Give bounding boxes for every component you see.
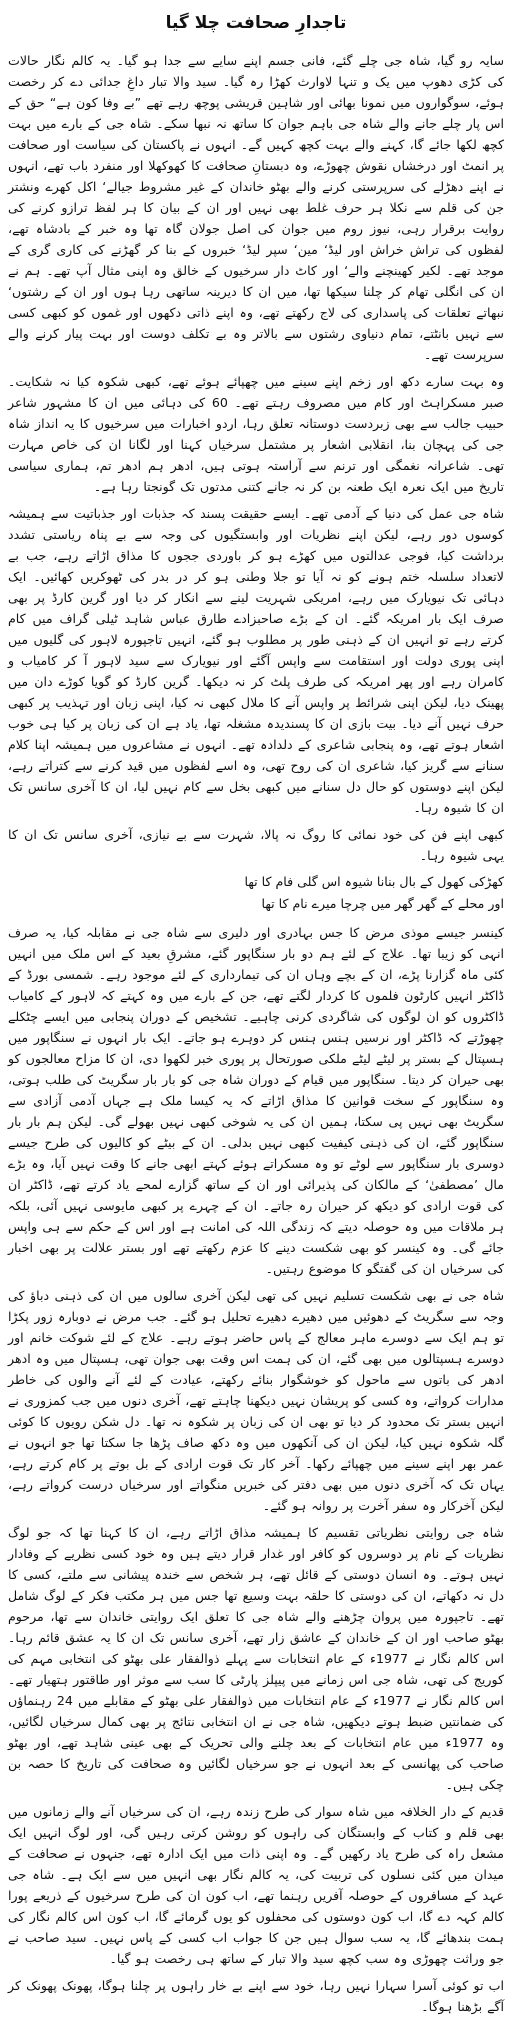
article-paragraph: وہ بہت سارے دکھ اور زخم اپنے سینے میں چھپائے ہوئے تھے، کبھی شکوہ کیا نہ شکایت۔ صبر مسکراہٹ اور کام میں مصروف رہتے تھے۔ 60 کی دہائی میں ان کا مشہور شاعر حبیب جالب سے بھی زبردست دوستانہ تعلق رہا، اردو اخبارات میں سرخیوں کا یہ انداز شاہ جی کی پہچان بنا، انقلابی اشعار پر مشتمل سرخیاں کہنا اور لگانا ان کی خاص مہارت تھی۔ شاعرانہ نغمگی اور ترنم سے آراستہ ہوتی ہیں، ادھر ہم ادھر تم، ہماری سیاسی تاریخ میں ایک نعرہ ایک طعنہ بن کر نہ جانے کتنی مدتوں تک گونجتا رہا ہے۔ [8, 374, 504, 494]
article-headline: تاجدارِ صحافت چلا گیا [165, 13, 347, 33]
article-paragraph: کبھی اپنے فن کی خود نمائی کا روگ نہ پالا، شہرت سے بے نیازی، آخری سانس تک ان کا یہی شیوہ رہا۔ [8, 827, 504, 863]
article-paragraph: شاہ جی عمل کی دنیا کے آدمی تھے۔ ایسے حقیقت پسند کہ جذبات اور جذباتیت سے ہمیشہ کوسوں دور رہے، لیکن اپنے نظریات اور وابستگیوں کی وجہ سے بے پناہ ریاستی تشدد برداشت کیا، فوجی عدالتوں میں کھڑے ہو کر باوردی ججوں کا مذاق اڑاتے رہے، جب بے لاتعداد سلسلہ ختم ہونے کو نہ آیا تو جلا وطنی ہو کر در بدر کی ٹھوکریں کھائیں۔ ایک دہائی تک نیویارک میں رہے، امریکی شہریت لینے سے انکار کر دیا اور گرین کارڈ پر بھی صرف ایک بار امریکہ گئے۔ ان کے بڑے صاحبزادے طارق عباس شاہد ٹیلی گراف میں کام کرتے رہے تو انہیں ان کے ذہنی طور پر مطلوب ہو گئے، انہیں تاجپورہ لاہور کی گلیوں میں اپنی پوری دولت اور استقامت سے واپس آگئے اور نیویارک سے سید لاہور آ کر کامیاب و کامران رہے اور پھر امریکہ کی طرف پلٹ کر نہ دیکھا۔ گرین کارڈ کو گویا کوڑے دان میں پھینک دیا، لیکن اپنی شرائط پر واپس آنے کا ملال کبھی نہ کیا، اپنی زبان اور تہذیب پر کبھی حرف نہیں آنے دیا۔ بیت بازی ان کا پسندیدہ مشغلہ تھا، یاد ہے ان کی زبان پر کیا ہی خوب اشعار ہوتے تھے، وہ پنجابی شاعری کے دلدادہ تھے۔ انہوں نے مشاعروں میں ہمیشہ اپنا کلام سنانے سے گریز کیا، شاعری ان کی روح تھی، وہ اسے لفظوں میں قید کرنے سے کتراتے رہے، لیکن اپنے دوستوں کو حال دل سنانے میں کبھی بخل سے کام نہیں لیا، ان کا آخری سانس تک ان کا شیوہ رہا۔ [8, 506, 504, 815]
article-paragraph: قدیم کے دار الخلافہ میں شاہ سوار کی طرح زندہ رہے، ان کی سرخیاں آنے والے زمانوں میں بھی قلم و کتاب کے وابستگان کی راہوں کو روشن کرتی رہیں گی، اور لوگ انہیں ایک مشعل راہ کی طرح یاد رکھیں گے۔ وہ اپنی ذات میں ایک ادارہ تھے، جنہوں نے صحافت کے میدان میں کئی نسلوں کی تربیت کی، یہ کالم نگار بھی انہیں میں سے ایک ہے۔ شاہ جی عہد کے مسافروں کے حوصلہ آفریں رہنما تھے، اب کون ان کی طرح سرخیوں کے ذریعے پورا کالم کہہ دے گا، اب کون دوستوں کی محفلوں کو یوں گرمائے گا، اب کون اس کالم نگار کی ہمت بندھائے گا، یہ سب سوال ہیں جن کا جواب اب کسی کے پاس نہیں۔ سید صاحب نے جو وراثت چھوڑی وہ سب کچھ سید والا تبار کے ساتھ ہی رخصت ہو گیا۔ [8, 1804, 504, 1966]
article-paragraph: شاہ جی روایتی نظریاتی تقسیم کا ہمیشہ مذاق اڑاتے رہے، ان کا کہنا تھا کہ جو لوگ نظریات کے نام پر دوسروں کو کافر اور غدار قرار دیتے ہیں وہ خود کسی نظریے کے وفادار نہیں ہوتے۔ وہ انسان دوستی کے قائل تھے، ہر شخص سے خندہ پیشانی سے ملتے، کسی کا دل نہ دکھاتے، ان کی دوستی کا حلقہ بہت وسیع تھا جس میں ہر مکتب فکر کے لوگ شامل تھے۔ تاجپورہ میں پروان چڑھنے والے شاہ جی کا تعلق ایک روایتی خاندان سے تھا، مرحوم بھٹو صاحب اور ان کے خاندان کے عاشق زار تھے، آخری سانس تک ان کا یہ عشق قائم رہا۔ اس کالم نگار نے 1977ء کے عام انتخابات سے پہلے ذوالفقار علی بھٹو کی انتخابی مہم کی کوریج کی تھی، شاہ جی اس زمانے میں پیپلز پارٹی کا سب سے موثر اور طاقتور ہتھیار تھے۔ اس کالم نگار نے 1977ء کے عام انتخابات میں ذوالفقار علی بھٹو کے مقابلے میں 24 رہنماؤں کی ضمانتیں ضبط ہوتے دیکھیں، شاہ جی نے ان انتخابی نتائج پر بھی کمال سرخیاں لگائیں، وہ 1977ء میں عام انتخابات کے بعد چلنے والی تحریک کے بھی عینی شاہد تھے، اور بھٹو صاحب کی پھانسی کے بعد انہوں نے جو سرخیاں لگائیں وہ صحافت کی تاریخ کا حصہ بن چکی ہیں۔ [8, 1525, 505, 1792]
poem-verse: کھڑکی کھول کے بال بنانا شیوہ اس گلی فام کا تھا [244, 874, 504, 889]
article-paragraph: سایہ رو گیا، شاہ جی چلے گئے، فانی جسم اپنے سایے سے جدا ہو گیا۔ یہ کالم نگار حالات کی کڑی دھوپ میں یک و تنہا لاوارث کھڑا رہ گیا۔ سید والا تبار داغِ جدائی دے کر رخصت ہوئے، سوگواروں میں نمونا بھائی اور شاہین قریشی پوچھ رہے تھے ”بے وفا کون ہے“ حق کے اس پار چلے جانے والے شاہ جی باہم جوان کا ساتھ نہ نبھا سکے۔ شاہ جی کے بارے میں بہت کچھ لکھا جائے گا، کہنے والے بہت کچھ کہیں گے۔ انہوں نے پاکستان کی سیاست اور صحافت پر انمٹ اور درخشاں نقوش چھوڑے، وہ دبستانِ صحافت کا کھوکھلا اور منفرد باب تھے، انہوں نے اپنے دھڑلے کی سرپرستی کرنے والے بھٹو خاندان کے غیر مشروط جیالے‘ اکل کھرے ونشتر جن کی قلم سے نکلا ہر حرف غلط بھی نہیں اور ان کے بیان کا ہر لفظ ترازو کرنے کی روایت برقرار رہی، نیوز روم میں جوان کی اصل جولان گاہ تھا وہ خبر کے بادشاہ تھے، لفظوں کی تراش خراش اور لیڈ‘ مین‘ سپر لیڈ‘ خبروں کے بنا کر گھڑنے کی کاری گری کے موجد تھے۔ لکیر کھینچنے والے‘ اور کاٹ دار سرخیوں کے خالق وہ اپنی مثال آپ تھے۔ ہم نے ان کی انگلی تھام کر چلنا سیکھا تھا، میں ان کا دیرینہ ساتھی رہا ہوں اور ان کے رشتوں‘ نبھاتے تعلقات کی پاسداری کی لاج رکھتے تھے، وہ اپنے ذاتی دکھوں اور غموں کو کبھی کسی سے نہیں بانٹتے، تمام دنیاوی رشتوں سے بالاتر وہ بے تکلف دوست اور بہت پیار کرنے والے سرپرست تھے۔ [8, 53, 504, 362]
article-paragraph: کینسر جیسے موذی مرض کا جس بہادری اور دلیری سے شاہ جی نے مقابلہ کیا، یہ صرف انہی کو زیبا تھا۔ علاج کے لئے ہم دو بار سنگاپور گئے، مشرقِ بعید کے اس ملک میں انہیں کئی ماہ گزارنا پڑے، ان کے بچے وہاں ان کی تیمارداری کے لئے موجود رہے۔ شمسی بورڈ کے ڈاکٹر انہیں کارٹون فلموں کا کردار لگتے تھے، جن کے بارے میں وہ کہتے کہ لاہور کے کامیاب ڈاکٹروں کو ان لوگوں کی شاگردی کرنی چاہیے۔ تشخیص کے دوران پنجابی میں ایسے چٹکلے چھوڑتے کہ ڈاکٹر اور نرسیں ہنس ہنس کر دوہرے ہو جاتے۔ ایک بار انہوں نے سنگاپور میں ہسپتال کے بستر پر لیٹے لیٹے ملکی صورتحال پر پوری خبر لکھوا دی، ان کا مزاح معالجوں کو بھی حیران کر دیتا۔ سنگاپور میں قیام کے دوران شاہ جی کو بار بار سگریٹ کی طلب ہوتی، وہ سنگاپور کے سخت قوانین کا مذاق اڑاتے کہ یہ کیسا ملک ہے جہاں آدمی آزادی سے سگریٹ بھی نہیں پی سکتا، ہمیں ان کی یہ شوخی کبھی نہیں بھولے گی۔ لیکن ہم بار بار سنگاپور گئے، ان کی ذہنی کیفیت کبھی نہیں بدلی۔ ان کے بیٹے کو کالیوں کی طرح جیسے دوسری بار سنگاپور سے لوٹے تو وہ مسکراتے ہوئے کہتے ابھی جانے کا وقت نہیں آیا، وہ بڑے مال ’مصطفیٰ‘ کے مالکان کی پذیرائی اور ان کے ساتھ گزارے لمحے یاد کرتے تھے، ڈاکٹر ان کی قوت ارادی کو دیکھ کر حیران رہ جاتے۔ ان کے چہرے پر کبھی مایوسی نہیں آئی، بلکہ ہر ملاقات میں وہ حوصلہ دیتے کہ زندگی اللہ کی امانت ہے اور اس کے حکم سے ہی واپس جائے گی۔ وہ کینسر کو بھی شکست دینے کا عزم رکھتے تھے اور بستر علالت پر بھی اخبار کی سرخیاں ان کی گفتگو کا موضوع رہتیں۔ [8, 925, 504, 1276]
article-closing-paragraph: اب تو کوئی آسرا سہارا نہیں رہا، خود سے اپنے بے خار راہوں پر چلنا ہوگا، پھونک پھونک کر آگے بڑھنا ہوگا۔ [8, 1978, 504, 2014]
poem-verse-block [8, 872, 504, 916]
poem-verse: اور محلے کے گھر گھر میں چرچا میرے نام کا تھا [261, 896, 504, 911]
article-paragraph: شاہ جی نے بھی شکست تسلیم نہیں کی تھی لیکن آخری سالوں میں ان کی ذہنی دباؤ کی وجہ سے سگریٹ کے دھوئیں میں دھیرے دھیرے تحلیل ہو گئے۔ جب مرض نے دوبارہ زور پکڑا تو ہم ایک سے دوسرے ماہر معالج کے پاس حاضر ہوتے رہے۔ علاج کے لئے شوکت خانم اور دوسرے ہسپتالوں میں بھی گئے، ان کی ہمت اس وقت بھی جوان تھی، ہسپتال میں وہ ادھر ادھر کی باتوں سے ماحول کو خوشگوار بنائے رکھتے، عیادت کے لئے آنے والوں کی خاطر مدارات کرواتے، وہ کسی کو پریشان نہیں دیکھنا چاہتے تھے، آخری دنوں میں جب کمزوری نے انہیں بستر تک محدود کر دیا تو بھی ان کی زبان پر شکوہ نہ تھا۔ دل شکن رویوں کا کوئی گلہ شکوہ نہیں کیا، لیکن ان کی آنکھوں میں وہ دکھ صاف پڑھا جا سکتا تھا جو انہوں نے عمر بھر اپنے سینے میں چھپائے رکھا۔ آخر کار تک قوت ارادی کے بل بوتے پر کام کرتے رہے، یہاں تک کہ آخری دنوں میں بھی دفتر کی خبریں منگواتے اور سرخیاں درست کرواتے رہے، لیکن آخرکار وہ سفر آخرت پر روانہ ہو گئے۔ [8, 1288, 504, 1513]
article-body [8, 50, 504, 2023]
